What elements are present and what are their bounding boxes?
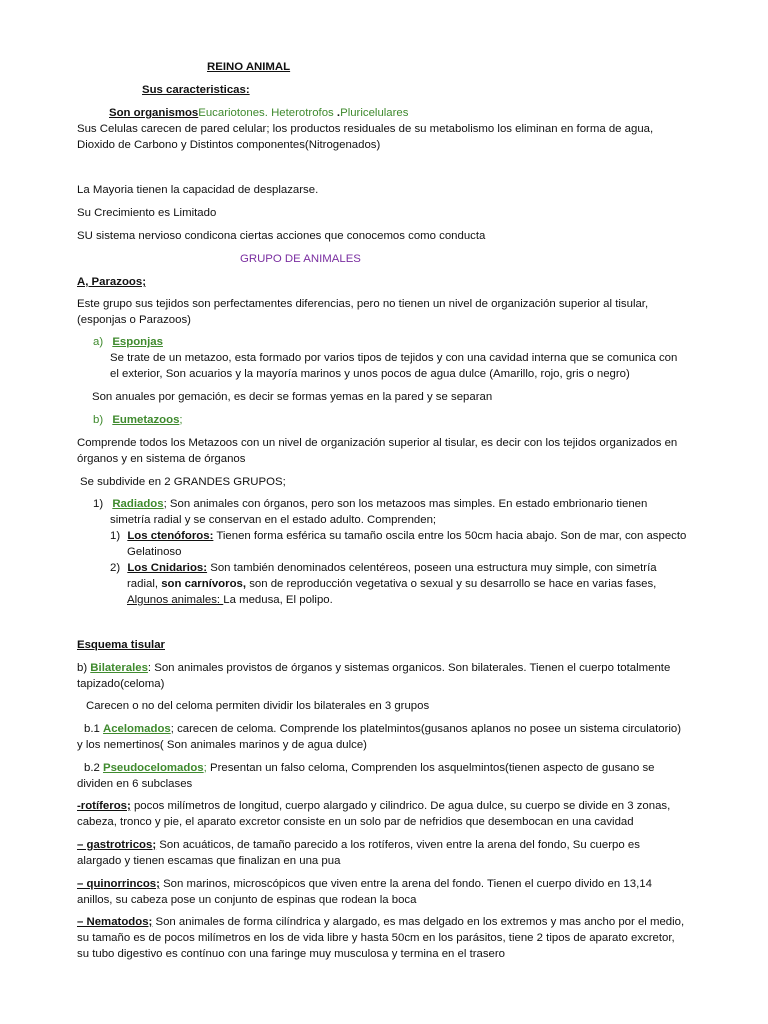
quinorrincos-line-1 (77, 877, 652, 892)
organismos-value: Eucariotones. Heterotrofos (198, 107, 337, 119)
organismos-label: Son organismos (109, 107, 199, 119)
eumetazoos-desc-1: Comprende todos los Metazoos con un nivel de organización superior al tisular, es decir con los tejidos organizados en (77, 437, 678, 449)
pseudocelomados-line-2: dividen en 6 subclases (77, 778, 193, 790)
rotiferos-line-1 (77, 799, 670, 814)
parazoos-heading: A, Parazoos; (77, 276, 146, 288)
acelomados-line-2: y los nemertinos( Son animales marinos y de agua dulce) (77, 739, 367, 751)
cnidarios-carnivoros: son carnívoros, (161, 578, 247, 590)
cnidarios-line-3 (127, 593, 333, 608)
crecimiento-line: Su Crecimiento es Limitado (77, 207, 217, 219)
parazoos-desc-2: (esponjas o Parazoos) (77, 314, 191, 326)
cnidarios-rest-1: Son también denominados celentéreos, poseen una estructura muy simple, con simetría (207, 562, 657, 574)
ctenoforos-marker: 1) (110, 530, 121, 542)
cnidarios-marker: 2) (110, 562, 121, 574)
cnidarios-rest-2c: son de reproducción vegetativa o sexual y su desarrollo se hace en varias fases, (246, 578, 657, 590)
radiados-line-1 (93, 497, 647, 512)
esponjas-desc-1: Se trate de un metazoo, esta formado por varios tipos de tejidos y con una cavidad interna que se comunica con (110, 352, 678, 364)
organismos-separator: . (336, 107, 341, 119)
gastrotricos-label: – gastrotricos; (77, 839, 157, 851)
eumetazoos-desc-2: órganos y en sistema de órganos (77, 453, 246, 465)
grupo-heading: GRUPO DE ANIMALES (240, 253, 361, 265)
acelomados-line-1 (84, 722, 681, 737)
parazoos-desc-1: Este grupo sus tejidos son perfectamentes diferencias, pero no tienen un nivel de organización superior al tisular, (77, 298, 649, 310)
sistema-line: SU sistema nervioso condicona ciertas acciones que conocemos como conducta (77, 230, 486, 242)
acelomados-prefix: b.1 (84, 723, 103, 735)
radiados-rest-1: ; Son animales con órganos, pero son los metazoos mas simples. En estado embrionario tienen (163, 498, 648, 510)
gastrotricos-line-2: alargado y tienen escamas que finalizan en una pua (77, 855, 341, 867)
ctenoforos-label: Los ctenóforos: (127, 530, 214, 542)
bilaterales-line-1 (77, 661, 670, 676)
anuales-line: Son anuales por gemación, es decir se formas yemas en la pared y se separan (92, 391, 493, 403)
subdivide-line: Se subdivide en 2 GRANDES GRUPOS; (80, 476, 286, 488)
celoma-line: Carecen o no del celoma permiten dividir los bilaterales en 3 grupos (86, 700, 430, 712)
nematodos-line-3: su tubo digestivo es contínuo con una faringe muy musculosa y termina en el trasero (77, 948, 506, 960)
ctenoforos-line-2: Gelatinoso (127, 546, 182, 558)
esponjas-label: Esponjas (112, 336, 163, 348)
nematodos-line-2: su tamaño es de pocos milímetros en los de vida libre y hasta 50cm en los parásitos, tiene 2 tipos de aparato excretor, (77, 932, 675, 944)
cnidarios-ejemplos-label: Algunos animales: (127, 594, 224, 606)
nematodos-rest-1: Son animales de forma cilíndrica y alargado, es mas delgado en los extremos y mas ancho por el medio, (152, 916, 685, 928)
rotiferos-line-2: cabeza, tronco y pie, el aparato excretor consiste en un solo par de nefridios que desembocan en una cavidad (77, 816, 634, 828)
esponjas-marker: a) (93, 336, 104, 348)
pseudocelomados-suffix: ; (203, 762, 207, 774)
rotiferos-rest-1: pocos milímetros de longitud, cuerpo alargado y cilindrico. De agua dulce, su cuerpo se divide en 3 zonas, (130, 800, 671, 812)
bilaterales-label: Bilaterales (90, 662, 148, 674)
esponjas-item (93, 335, 163, 350)
cnidarios-label: Los Cnidarios: (127, 562, 208, 574)
bilaterales-line-2: tapizado(celoma) (77, 678, 165, 690)
pseudocelomados-rest-1: Presentan un falso celoma, Comprenden los asquelmintos(tienen aspecto de gusano se (206, 762, 655, 774)
organismos-line (109, 106, 408, 121)
cnidarios-line-2 (127, 577, 656, 592)
ctenoforos-rest-1: Tienen forma esférica su tamaño oscila entre los 50cm hacia abajo. Son de mar, con aspecto (213, 530, 687, 542)
pseudocelomados-label: Pseudocelomados (103, 762, 204, 774)
nematodos-line-1 (77, 915, 684, 930)
pseudocelomados-prefix: b.2 (84, 762, 103, 774)
organismos-value-2: Pluricelulares (340, 107, 409, 119)
radiados-marker: 1) (93, 498, 104, 510)
mayoria-line: La Mayoria tienen la capacidad de desplazarse. (77, 184, 319, 196)
section-subtitle: Sus caracteristicas: (142, 84, 250, 96)
cnidarios-rest-2a: radial, (127, 578, 162, 590)
eumetazoos-label: Eumetazoos (112, 414, 180, 426)
cnidarios-ejemplos: La medusa, El polipo. (223, 594, 333, 606)
esquema-heading: Esquema tisular (77, 639, 165, 651)
gastrotricos-rest-1: Son acuáticos, de tamaño parecido a los rotíferos, viven entre la arena del fondo, Su cuerpo es (156, 839, 640, 851)
quinorrincos-rest-1: Son marinos, microscópicos que viven entre la arena del fondo. Tienen el cuerpo divido en 13,14 (159, 878, 652, 890)
bilaterales-rest-1: : Son animales provistos de órganos y sistemas organicos. Son bilaterales. Tienen el cuerpo totalmente (147, 662, 671, 674)
eumetazoos-suffix: ; (179, 414, 183, 426)
quinorrincos-line-2: anillos, su cabeza pose un conjunto de espinas que rodean la boca (77, 894, 417, 906)
ctenoforos-line-1 (110, 529, 686, 544)
cnidarios-line-1 (110, 561, 657, 576)
celulas-line-2: Dioxido de Carbono y Distintos componentes(Nitrogenados) (77, 139, 381, 151)
radiados-label: Radiados (112, 498, 164, 510)
celulas-line-1: Sus Celulas carecen de pared celular; los productos residuales de su metabolismo los eliminan en forma de agua, (77, 123, 654, 135)
eumetazoos-item (93, 413, 183, 428)
eumetazoos-marker: b) (93, 414, 104, 426)
nematodos-label: – Nematodos; (77, 916, 153, 928)
page-title: REINO ANIMAL (207, 61, 291, 73)
bilaterales-prefix: b) (77, 662, 91, 674)
acelomados-label: Acelomados (103, 723, 171, 735)
esponjas-desc-2: el exterior, Son acuarios y la mayoría marinos y unos pocos de agua dulce (Amarillo, rojo, gris o negro) (110, 368, 630, 380)
pseudocelomados-line-1 (84, 761, 655, 776)
rotiferos-label: -rotíferos; (77, 800, 131, 812)
radiados-line-2: simetría radial y se conservan en el estado adulto. Comprenden; (110, 514, 437, 526)
gastrotricos-line-1 (77, 838, 640, 853)
acelomados-rest-1: ; carecen de celoma. Comprende los platelmintos(gusanos aplanos no posee un sistema circulatorio) (170, 723, 682, 735)
quinorrincos-label: – quinorrincos; (77, 878, 160, 890)
